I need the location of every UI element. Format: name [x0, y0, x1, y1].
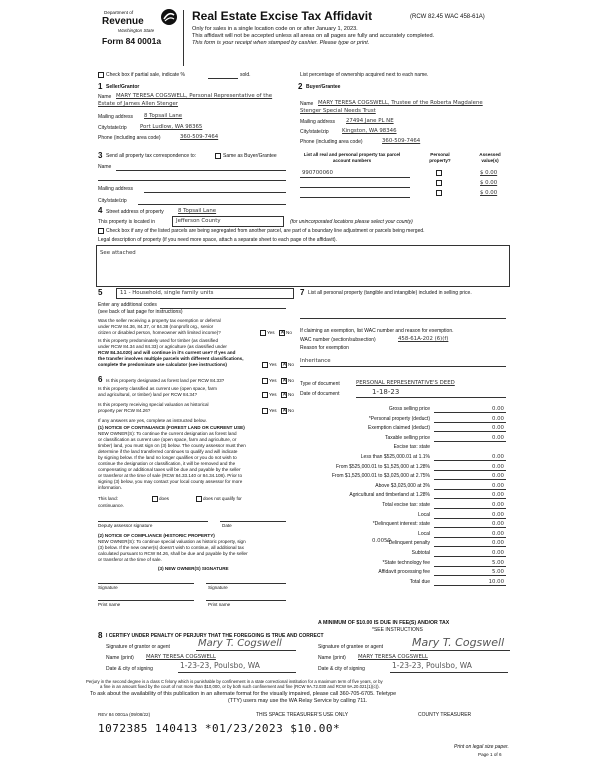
notice1-line: timber) land, you must sign on (3) below. The county assessor must then: [98, 443, 246, 448]
buyer-city-value[interactable]: Kingston, WA 98346: [342, 128, 397, 134]
tax-row-value[interactable]: 5.00: [491, 559, 504, 566]
revision-number: REV 84 0001a (09/08/22): [98, 712, 151, 717]
tax-row-value[interactable]: 0.00: [491, 406, 504, 412]
yes-label: Yes: [269, 362, 277, 367]
seller-heading: Seller/Grantor: [106, 84, 140, 90]
corr-city-label: City/state/zip: [98, 198, 127, 204]
alt-format-notice: To ask about the availability of this publication in an alternate format for the visually impaired, please call 360-705-6705. Teletype: [90, 691, 397, 697]
notice2-line: or transferor at the time of sale.: [98, 557, 162, 562]
street-label: Street address of property: [106, 209, 164, 215]
tax-row-value[interactable]: 0.00: [491, 415, 504, 422]
no-label: No: [288, 362, 294, 367]
state-name: Washington State: [118, 28, 155, 33]
grantor-name-value[interactable]: MARY TERESA COGSWELL: [146, 654, 216, 660]
partial-sale-label: Check box if partial sale, indicate %: [106, 72, 185, 78]
timber-yes-checkbox[interactable]: [262, 362, 268, 368]
current-use-yes-checkbox[interactable]: [262, 392, 268, 398]
tax-row-label: Exemption claimed (deduct): [368, 425, 430, 432]
doc-date-value[interactable]: 1-18-23: [372, 388, 400, 396]
buyer-phone-value[interactable]: 360-509-7464: [382, 138, 421, 144]
tax-row-label: Total excise tax: state: [382, 502, 430, 508]
personal-property-label: List all personal property (tangible and intangible) included in selling price.: [308, 290, 472, 296]
personal-property-checkbox[interactable]: [436, 170, 442, 176]
notice1-line: or transferor at the time of sale (RCW 84.33.140 or 84.34.108). Prior to: [98, 473, 243, 478]
seller-name-label: Name: [98, 94, 112, 100]
deputy-sig-label: Deputy assessor signature: [98, 523, 153, 528]
owner-print-label: Print name: [208, 602, 231, 607]
tax-row-label: *Delinquent interest: state: [372, 521, 430, 528]
buyer-name-label: Name: [300, 101, 314, 107]
same-as-buyer-checkbox[interactable]: [215, 153, 221, 159]
tax-row-value[interactable]: 0.00: [491, 502, 504, 508]
notice1-line: signing (3) below, you may contact your local county assessor for more: [98, 479, 243, 484]
tax-row-value[interactable]: 0.00: [491, 454, 504, 460]
notice2-line: calculated pursuant to RCW 84.26, shall be due and payable by the seller: [98, 551, 248, 556]
section-2-number: 2: [298, 82, 303, 91]
addl-codes-note: (see back of last page for instructions): [98, 309, 183, 315]
grantee-name-value[interactable]: MARY TERESA COGSWELL: [358, 654, 428, 660]
dept-line: Department of: [104, 10, 134, 15]
county-label: This property is located in: [98, 219, 155, 225]
exemption-question: citizen or disabled person, homeowner with limited income)?: [98, 330, 221, 335]
does-label: does: [159, 496, 169, 501]
assessed-value[interactable]: $ 0.00: [480, 190, 498, 196]
legal-paper-note: Print on legal size paper.: [454, 744, 509, 750]
current-use-no-checkbox[interactable]: [281, 392, 287, 398]
treasurer-only: THIS SPACE TREASURER'S USE ONLY: [256, 712, 349, 718]
tax-row-label: *Personal property (deduct): [368, 415, 430, 422]
form-number: Form 84 0001a: [102, 36, 162, 46]
exemption-question: Was the seller receiving a property tax exemption or deferral: [98, 318, 221, 323]
dor-emblem-icon: [160, 8, 178, 26]
local-rate[interactable]: 0.0050: [372, 538, 391, 544]
doc-type-value[interactable]: PERSONAL REPRESENTATIVE'S DEED: [356, 380, 455, 386]
timber-question: RCW 84.34.020) and will continue in it's current use? If yes and: [98, 350, 236, 355]
addl-codes-label: Enter any additional codes: [98, 302, 157, 308]
land-use-select[interactable]: [116, 288, 294, 299]
seller-mailing-label: Mailing address: [98, 114, 134, 120]
legal-label: Legal description of property (if you need more space, attach a separate sheet to each page of the affidavit).: [98, 237, 337, 243]
tax-row-label: Local: [418, 511, 430, 518]
form-citation: (RCW 82.45 WAC 458-61A): [410, 14, 485, 20]
buyer-heading: Buyer/Grantee: [306, 84, 341, 90]
personal-property-checkbox[interactable]: [436, 190, 442, 196]
deputy-date-label: Date: [222, 523, 232, 528]
corr-name-label: Name: [98, 164, 112, 170]
no-label: No: [288, 378, 294, 383]
timber-question: under RCW 84.34 and 84.33) or agriculture (as classified under: [98, 344, 227, 349]
does-not-label: does not qualify for: [203, 496, 242, 501]
no-label: No: [286, 330, 292, 335]
county-select[interactable]: [172, 216, 284, 227]
seller-mailing-value[interactable]: 8 Topsail Lane: [144, 113, 183, 119]
notice2-line: (3) below. If the new owner(s) doesn't wish to continue, all additional tax: [98, 545, 244, 550]
parcel-col-2: Personal property?: [429, 152, 451, 163]
tax-row-value[interactable]: 0.00: [491, 473, 504, 480]
land-use-value: 11 - Household, single family units: [120, 290, 214, 296]
timber-question: Is this property predominately used for timber (as classified: [98, 338, 218, 343]
tax-row-label: Above $3,025,000 at 3%: [375, 482, 430, 489]
assessed-value[interactable]: $ 0.00: [480, 170, 498, 176]
dor-logo: [100, 8, 186, 64]
notice1-line: or classification as current use (open space, farm and agriculture, or: [98, 437, 237, 442]
section-6-number: 6: [98, 375, 103, 384]
tax-row-label: Taxable selling price: [384, 434, 430, 441]
owner-print-label: Print name: [98, 602, 121, 607]
correspondence-label: Send all property tax correspondence to:: [106, 153, 197, 159]
legal-value: See attached: [100, 250, 136, 256]
section-4-number: 4: [98, 206, 103, 215]
seller-city-value[interactable]: Port Ludlow, WA 98365: [140, 124, 203, 130]
county-value: Jefferson County: [176, 218, 221, 224]
grantee-signature[interactable]: Mary T. Cogswell: [412, 636, 505, 649]
tax-row-value[interactable]: 0.00: [491, 550, 504, 556]
notice2-title: (2) NOTICE OF COMPLIANCE (HISTORIC PROPERTY): [98, 533, 215, 538]
tax-row-label: Total due: [409, 578, 430, 585]
same-as-buyer-label: Same as Buyer/Grantee: [223, 153, 277, 159]
grantor-date-value[interactable]: 1-23-23, Poulsbo, WA: [180, 661, 260, 670]
owner-signature-label: Signature: [98, 585, 118, 590]
tax-row-label: From $1,525,000.01 to $3,025,000 at 2.75%: [331, 473, 430, 480]
notice1-line: continue the designation or classification, it will be removed and the: [98, 461, 236, 466]
parcel-col-1: List all real and personal property tax parcel account numbers: [303, 152, 401, 163]
tax-row-label: *Delinquent penalty: [386, 540, 430, 547]
notice1-line: NEW OWNER(S): To continue the current designation as forest land: [98, 431, 237, 436]
tax-row-value[interactable]: 0.00: [491, 530, 504, 537]
header-note-2: This affidavit will not be accepted unless all areas on all pages are fully and accurately completed.: [192, 33, 435, 39]
partial-sale-checkbox[interactable]: [98, 72, 104, 78]
parcel-number[interactable]: 990700060: [302, 170, 333, 176]
sold-label: sold.: [240, 72, 251, 78]
form-title: Real Estate Excise Tax Affidavit: [192, 9, 373, 23]
tax-row-label: Agricultural and timberland at 1.28%: [349, 492, 430, 499]
forest-question: Is this property designated as forest land per RCW 84.33?: [106, 378, 225, 383]
personal-property-checkbox[interactable]: [436, 180, 442, 186]
seller-phone-label: Phone (including area code): [98, 135, 161, 141]
treasurer-stamp: 1072385 140413 *01/23/2023 $10.00*: [98, 722, 341, 735]
yes-label: Yes: [269, 408, 277, 413]
reason-label: Reason for exemption: [300, 345, 349, 351]
no-label: No: [288, 408, 294, 413]
reason-value[interactable]: Inheritance: [300, 358, 331, 364]
doc-date-label: Date of document: [300, 391, 340, 397]
notice3-title: (3) NEW OWNER(S) SIGNATURE: [158, 566, 229, 571]
claim-label: If claiming an exemption, list WAC number and reason for exemption.: [300, 328, 454, 334]
tax-row-value[interactable]: 0.00: [491, 425, 504, 432]
historic-question: Is this property receiving special valuation as historical: [98, 402, 209, 407]
historic-no-checkbox[interactable]: [281, 408, 287, 414]
notice1-line: determine if the land transferred continues to qualify and will indicate: [98, 449, 238, 454]
timber-no-checkbox[interactable]: [281, 362, 287, 368]
if-yes-note: If any answers are yes, complete as instructed below.: [98, 418, 207, 423]
legal-description-box[interactable]: [96, 245, 510, 287]
buyer-phone-label: Phone (including area code): [300, 139, 363, 145]
tax-row-label: Excise tax: state: [393, 444, 430, 451]
tax-row-value[interactable]: 5.00: [491, 569, 504, 576]
grantor-sig-label: Signature of grantor or agent: [106, 644, 170, 650]
tax-row-label: Less than $525,000.01 at 1.1%: [360, 454, 430, 460]
yes-label: Yes: [269, 392, 277, 397]
tax-row-label: From $525,000.01 to $1,525,000 at 1.28%: [336, 463, 430, 470]
grantee-date-value[interactable]: 1-23-23, Poulsbo, WA: [392, 661, 472, 670]
parcel-col-3: Assessed value(s): [479, 152, 501, 163]
buyer-name-2[interactable]: Stenger Special Needs Trust: [300, 108, 376, 114]
perjury-notice: Perjury in the second degree is a class C felony which is punishable by confinement in a state correctional institution for a maximum term of five years, or by: [86, 679, 383, 684]
perjury-notice: a fine in an amount fixed by the court of not more than $10,000, or by both such confinement and fine (RCW 9A.72.030 and RCW 9A.20.021(1)(c)).: [100, 684, 380, 689]
buyer-city-label: City/state/zip: [300, 129, 329, 135]
notice1-line: compensating or additional taxes will be due and payable by the seller: [98, 467, 241, 472]
segregation-label: Check box if any of the listed parcels are being segregated from another parcel, are part of a boundary line adjustment or parcels being merged.: [106, 228, 425, 234]
forest-yes-checkbox[interactable]: [262, 378, 268, 384]
tax-row-value[interactable]: 0.00: [491, 482, 504, 489]
ownership-note: List percentage of ownership acquired next to each name.: [300, 72, 429, 78]
section-7-number: 7: [300, 288, 305, 297]
assessed-value[interactable]: $ 0.00: [480, 180, 498, 186]
exemption-yes-checkbox[interactable]: [260, 330, 266, 336]
tax-row-value[interactable]: 0.00: [491, 434, 504, 441]
tax-row-value[interactable]: 10.00: [488, 578, 504, 585]
notice1-line: information.: [98, 485, 123, 490]
county-treasurer: COUNTY TREASURER: [418, 712, 472, 718]
corr-mailing-label: Mailing address: [98, 186, 134, 192]
seller-name-1[interactable]: MARY TERESA COGSWELL, Personal Representative of the: [116, 93, 273, 99]
grantee-sig-label: Signature of grantee or agent: [318, 644, 384, 650]
exemption-question: under RCW 84.36, 84.37, or 84.38 (nonprofit org., senior: [98, 324, 214, 329]
owner-signature-label: Signature: [208, 585, 228, 590]
tax-row-label: Local: [418, 530, 430, 537]
header-note-3: This form is your receipt when stamped by cashier. Please type or print.: [192, 40, 370, 46]
continuance-label: continuance.: [98, 503, 125, 508]
section-8-number: 8: [98, 631, 103, 640]
buyer-name-1[interactable]: MARY TERESA COGSWELL, Trustee of the Roberta Magdalene: [318, 100, 483, 106]
section-5-number: 5: [98, 288, 103, 297]
tax-row-value[interactable]: 0.00: [491, 511, 504, 518]
does-not-qualify-checkbox[interactable]: [196, 496, 202, 502]
seller-city-label: City/state/zip: [98, 125, 127, 131]
historic-yes-checkbox[interactable]: [262, 408, 268, 414]
buyer-mailing-label: Mailing address: [300, 119, 336, 125]
segregation-checkbox[interactable]: [98, 228, 104, 234]
current-use-question: and agricultural, or timber) land per RCW 84.34?: [98, 392, 198, 397]
county-note: (for unincorporated locations please select your county): [290, 219, 413, 225]
buyer-mailing-value[interactable]: 27494 Jane PL NE: [346, 118, 394, 124]
tax-row-value[interactable]: 0.00: [491, 540, 504, 547]
agency-name: Revenue: [102, 16, 144, 27]
wac-label: WAC number (section/subsection): [300, 337, 376, 343]
tax-row-label: Affidavit processing fee: [378, 569, 430, 576]
grantee-name-label: Name (print): [318, 655, 346, 661]
exemption-no-checkbox[interactable]: [279, 330, 285, 336]
does-qualify-checkbox[interactable]: [152, 496, 158, 502]
tax-row-value[interactable]: 0.00: [491, 463, 504, 470]
current-use-question: Is this property classified as current use (open space, farm: [98, 386, 217, 391]
timber-question: complete the predominate use calculator (see instructions): [98, 362, 227, 367]
tax-row-value[interactable]: 0.00: [491, 492, 504, 499]
notice1-title: (1) NOTICE OF CONTINUANCE (FOREST LAND OR CURRENT USE): [98, 425, 245, 430]
grantor-name-label: Name (print): [106, 655, 134, 661]
page-number: Page 1 of 6: [478, 752, 502, 757]
yes-label: Yes: [269, 378, 277, 383]
tax-row-value[interactable]: 0.00: [491, 521, 504, 528]
certify-statement: I CERTIFY UNDER PENALTY OF PERJURY THAT THE FOREGOING IS TRUE AND CORRECT: [106, 633, 324, 639]
tax-row-label: *State technology fee: [382, 559, 430, 566]
see-instructions: *SEE INSTRUCTIONS: [372, 627, 423, 633]
section-1-number: 1: [98, 82, 103, 91]
yes-label: Yes: [267, 330, 275, 335]
tty-notice: (TTY) users may use the WA Relay Service by calling 711.: [228, 698, 368, 704]
grantee-date-label: Date & city of signing: [318, 666, 365, 672]
seller-phone-value[interactable]: 360-509-7464: [180, 134, 219, 140]
tax-row-label: Subtotal: [411, 550, 430, 556]
timber-question: the transfer involves multiple parcels with different classifications,: [98, 356, 244, 361]
tax-row-label: Gross selling price: [388, 406, 430, 412]
wac-value[interactable]: 458-61A-202 (6)(f): [398, 336, 449, 342]
header-note-1: Only for sales in a single location code on or after January 1, 2023.: [192, 26, 358, 32]
historic-question: property per RCW 84.26?: [98, 408, 151, 413]
this-land-label: This land:: [98, 496, 118, 501]
street-value[interactable]: 8 Topsail Lane: [178, 208, 217, 214]
no-label: No: [288, 392, 294, 397]
notice2-line: NEW OWNER(S): To continue special valuation as historic property, sign: [98, 539, 246, 544]
section-3-number: 3: [98, 151, 103, 160]
seller-name-2[interactable]: Estate of James Allen Stenger: [98, 101, 179, 107]
notice1-line: by signing below. If the land no longer qualifies or you do not wish to: [98, 455, 237, 460]
grantor-date-label: Date & city of signing: [106, 666, 153, 672]
forest-no-checkbox[interactable]: [281, 378, 287, 384]
grantor-signature[interactable]: Mary T. Cogswell: [198, 638, 282, 649]
minimum-due-note: A MINIMUM OF $10.00 IS DUE IN FEE(S) AND/OR TAX: [318, 620, 450, 626]
doc-type-label: Type of document: [300, 381, 340, 387]
